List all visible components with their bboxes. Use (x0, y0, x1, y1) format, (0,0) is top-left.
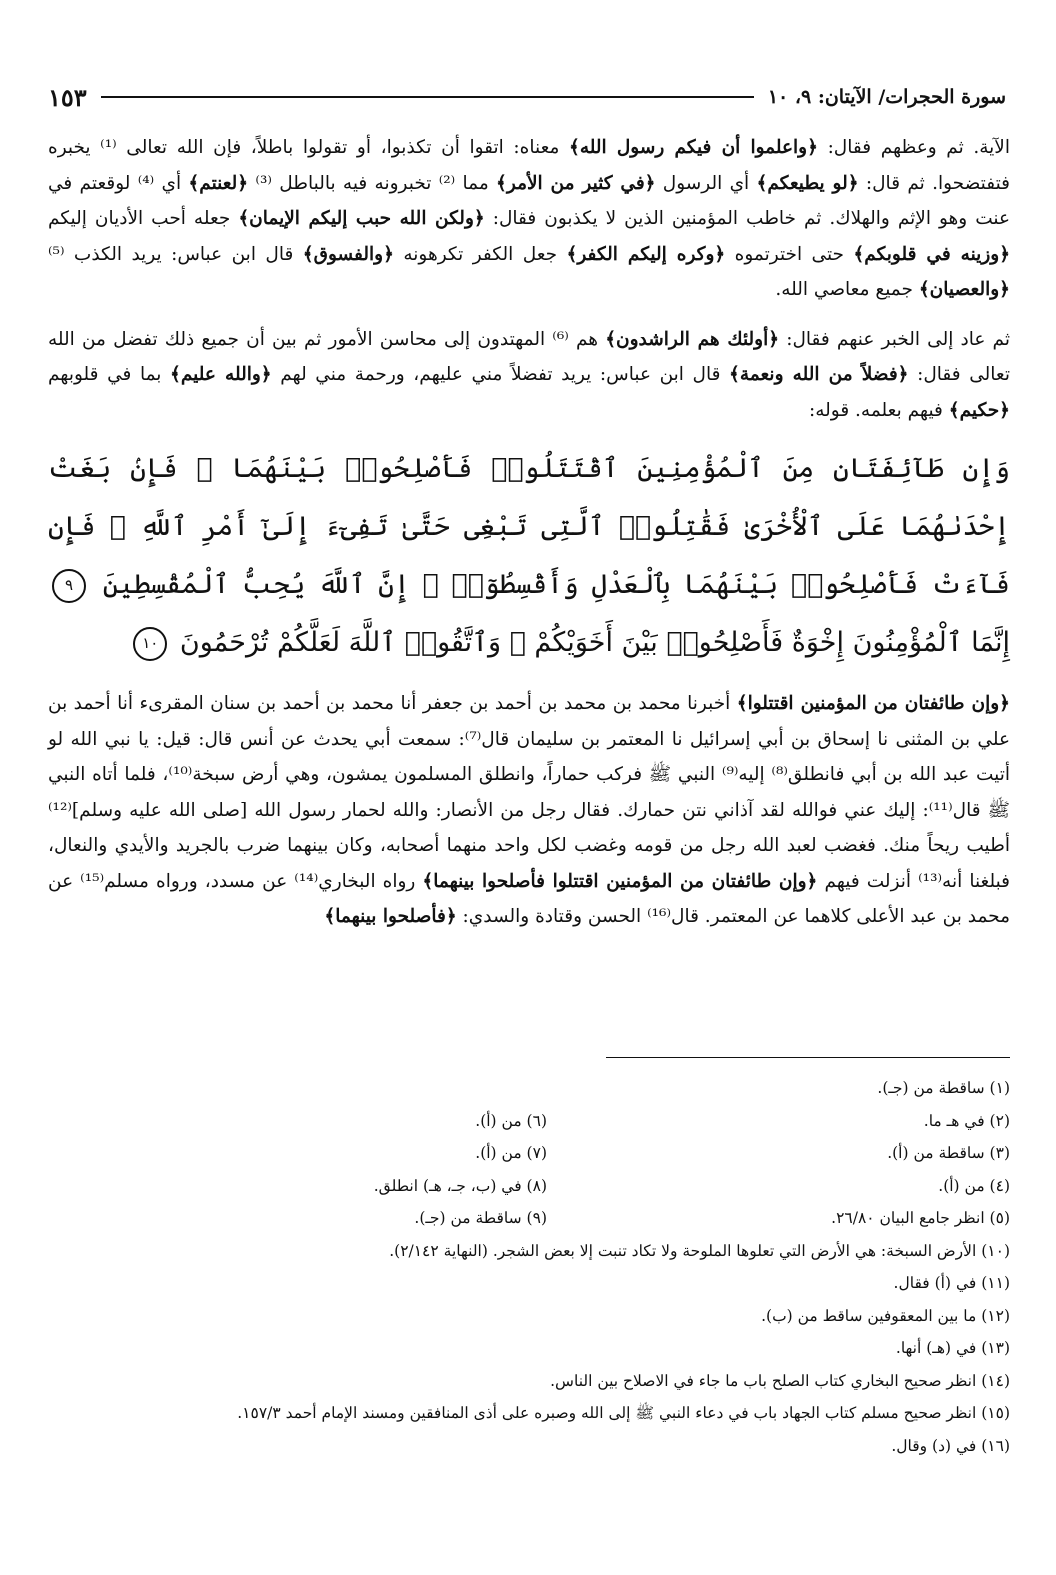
text-span: رواه البخاري⁽¹⁴⁾ عن مسدد، ورواه مسلم⁽¹⁵⁾ عن محمد بن عبد الأعلى كلاهما عن المعتمر. قال⁽¹⁶⁾ الحسن وقتادة والسدي: (48, 870, 1010, 927)
surah-title: سورة الحجرات/ الآيتان: ٩، ١٠ (767, 86, 1006, 108)
footnote-15: (١٥) انظر صحيح مسلم كتاب الجهاد باب في دعاء النبي ﷺ إلى الله وصبره على أذى المنافقين ومسند الإمام أحمد ١٥٧/٣. (237, 1404, 1010, 1422)
quoted-verse: ﴿حكيم﴾ (948, 399, 1010, 421)
footnote-16: (١٦) في (د) وقال. (891, 1436, 1010, 1455)
footnote-8: (٨) في (ب، جـ، هـ) انطلق. (373, 1176, 547, 1195)
quran-verses (48, 440, 1010, 672)
footnote-11: (١١) في (أ) فقال. (893, 1274, 1010, 1292)
quoted-verse: ﴿فضلاً من الله ونعمة﴾ (729, 364, 909, 385)
text-span: أي الرسول (655, 172, 757, 194)
footnote-1: (١) ساقطة من (جـ). (877, 1079, 1010, 1097)
text-span: أي ⁽⁴⁾ لوقعتم في عنت وهو الإثم والهلاك. ثم خاطب المؤمنين الذين لا يكذبون فقال: (48, 172, 1011, 229)
footnote-5: (٥) انظر جامع البيان ٢٦/٨٠. (831, 1209, 1010, 1227)
text-span: بما في قلوبهم (48, 364, 171, 385)
footnote-13: (١٣) في (هـ) أنها. (895, 1339, 1010, 1357)
footnote-empty (48, 1072, 547, 1105)
footnote-4: (٤) من (أ). (938, 1176, 1010, 1195)
text-span: جعله أحب الأديان إليكم (48, 208, 239, 229)
quoted-verse: ﴿ولكن الله حبب إليكم الإيمان﴾ (238, 208, 485, 229)
footnote-7: (٧) من (أ). (475, 1144, 547, 1162)
footnotes-two-column (48, 1072, 1010, 1235)
paragraph-1 (48, 130, 1010, 308)
page-number: ١٥٣ (48, 82, 87, 112)
footnote-6: (٦) من (أ). (475, 1111, 547, 1130)
text-span: هم ⁽⁶⁾ المهتدون إلى محاسن الأمور ثم بين أن جميع ذلك تفضل من الله تعالى فقال: (48, 328, 1010, 385)
quoted-verse: ﴿وكره إليكم الكفر﴾ (566, 243, 726, 265)
quoted-verse: ﴿لو يطيعكم﴾ (756, 172, 859, 194)
page-header (48, 80, 1006, 114)
text-span: فيهم بعلمه. قوله: (808, 399, 949, 421)
verse-9-text: وَإِن طَآئِفَتَانِ مِنَ ٱلْمُؤْمِنِينَ ٱقْتَتَلُوا۟ فَأَصْلِحُوا۟ بَيْنَهُمَا ۖ فَإِنۢ بَغَتْ إِحْدَىٰهُمَا عَلَى ٱلْأُخْرَىٰ فَقَٰتِلُوا۟ ٱلَّتِى تَبْغِى حَتَّىٰ تَفِىٓءَ إِلَىٰٓ أَمْرِ ٱللَّهِ ۚ فَإِن فَآءَتْ فَأَصْلِحُوا۟ بَيْنَهُمَا بِٱلْعَدْلِ وَأَقْسِطُوٓا۟ ۖ إِنَّ ٱللَّهَ يُحِبُّ ٱلْمُقْسِطِينَ (48, 453, 1010, 600)
quoted-verse: ﴿والفسوق﴾ (302, 243, 394, 265)
text-span: قال ابن عباس: يريد تفضلاً مني عليهم، ورحمة مني لهم (271, 364, 730, 385)
footnote-2: (٢) في هـ ما. (923, 1111, 1010, 1130)
paragraph-3 (48, 686, 1010, 935)
verse-9-marker: ٩ (52, 569, 86, 603)
text-span: ثم عاد إلى الخبر عنهم فقال: (779, 328, 1011, 350)
footnote-separator (606, 1057, 1010, 1058)
footnote-14: (١٤) انظر صحيح البخاري كتاب الصلح باب ما جاء في الاصلاح بين الناس. (550, 1371, 1010, 1390)
footnotes (48, 1072, 1010, 1462)
quoted-verse: ﴿وإن طائفتان من المؤمنين اقتتلوا فأصلحوا بينهما﴾ (422, 870, 818, 892)
footnote-9: (٩) ساقطة من (جـ). (414, 1209, 547, 1227)
verse-10-marker: ١٠ (133, 627, 167, 661)
footnote-12: (١٢) ما بين المعقوفين ساقط من (ب). (761, 1306, 1010, 1325)
text-span: معناه: اتقوا أن تكذبوا، أو تقولوا باطلاً، فإن الله تعالى ⁽¹⁾ يخبره فتفتضحوا. ثم قال: (48, 137, 1011, 194)
text-span: جميع معاصي الله. (775, 279, 919, 300)
text-span: حتى اخترتموه (725, 243, 854, 265)
quoted-verse: ﴿والله عليم﴾ (170, 364, 272, 385)
verse-10-text: إِنَّمَا ٱلْمُؤْمِنُونَ إِخْوَةٌ فَأَصْلِحُوا۟ بَيْنَ أَخَوَيْكُمْ ۚ وَٱتَّقُوا۟ ٱللَّهَ لَعَلَّكُمْ تُرْحَمُونَ (179, 627, 1010, 658)
header-rule (101, 96, 754, 98)
text-span: قال ابن عباس: يريد الكذب ⁽⁵⁾ (48, 243, 303, 265)
quoted-verse: ﴿وإن طائفتان من المؤمنين اقتتلوا﴾ (736, 693, 1010, 714)
main-text (48, 130, 1010, 945)
text-span: جعل الكفر تكرهونه (393, 243, 567, 265)
text-span: الآية. ثم وعظهم فقال: (817, 137, 1010, 158)
text-span: أخبرنا محمد بن محمد بن أحمد بن جعفر أنا محمد بن أحمد بن سنان المقرىء أنا أحمد بن علي بن المثنى نا إسحاق بن أبي إسرائيل نا المعتمر بن سليمان قال⁽⁷⁾: سمعت أبي يحدث عن أنس قال: قيل: يا نبي الله لو أتيت عبد الله بن أبي فانطلق⁽⁸⁾ إليه⁽⁹⁾ النبي ﷺ فركب حماراً، وانطلق المسلمون يمشون، وهي أرض سبخة⁽¹⁰⁾، فلما أتاه النبي ﷺ قال⁽¹¹⁾: إليك عني فوالله لقد آذاني نتن حمارك. فقال رجل من الأنصار: والله لحمار رسول الله [صلى الله عليه وسلم]⁽¹²⁾ أطيب ريحاً منك. فغضب لعبد الله رجل من قومه وغضب لكل واحد منهما أصحابه، وكان بينهما ضرب بالجريد والأيدي والنعال، فبلغنا أنه⁽¹³⁾ أنزلت فيهم (48, 693, 1011, 892)
quoted-verse: ﴿وزينه في قلوبكم﴾ (853, 243, 1011, 265)
text-span: مما ⁽²⁾ تخبرونه فيه بالباطل ⁽³⁾ (248, 172, 497, 194)
quoted-verse: ﴿والعصيان﴾ (918, 279, 1010, 300)
footnote-10: (١٠) الأرض السبخة: هي الأرض التي تعلوها الملوحة ولا تكاد تنبت إلا بعض الشجر. (النهاية ٢/١٤٢). (389, 1241, 1010, 1260)
quoted-verse: ﴿في كثير من الأمر﴾ (496, 172, 656, 194)
paragraph-2 (48, 322, 1010, 429)
quoted-verse: ﴿لعنتم﴾ (188, 172, 249, 194)
quoted-verse: ﴿واعلموا أن فيكم رسول الله﴾ (569, 137, 818, 158)
quoted-verse: ﴿أولئك هم الراشدون﴾ (605, 328, 780, 350)
quoted-verse: ﴿فأصلحوا بينهما﴾ (324, 906, 457, 927)
footnote-3: (٣) ساقطة من (أ). (887, 1144, 1010, 1162)
